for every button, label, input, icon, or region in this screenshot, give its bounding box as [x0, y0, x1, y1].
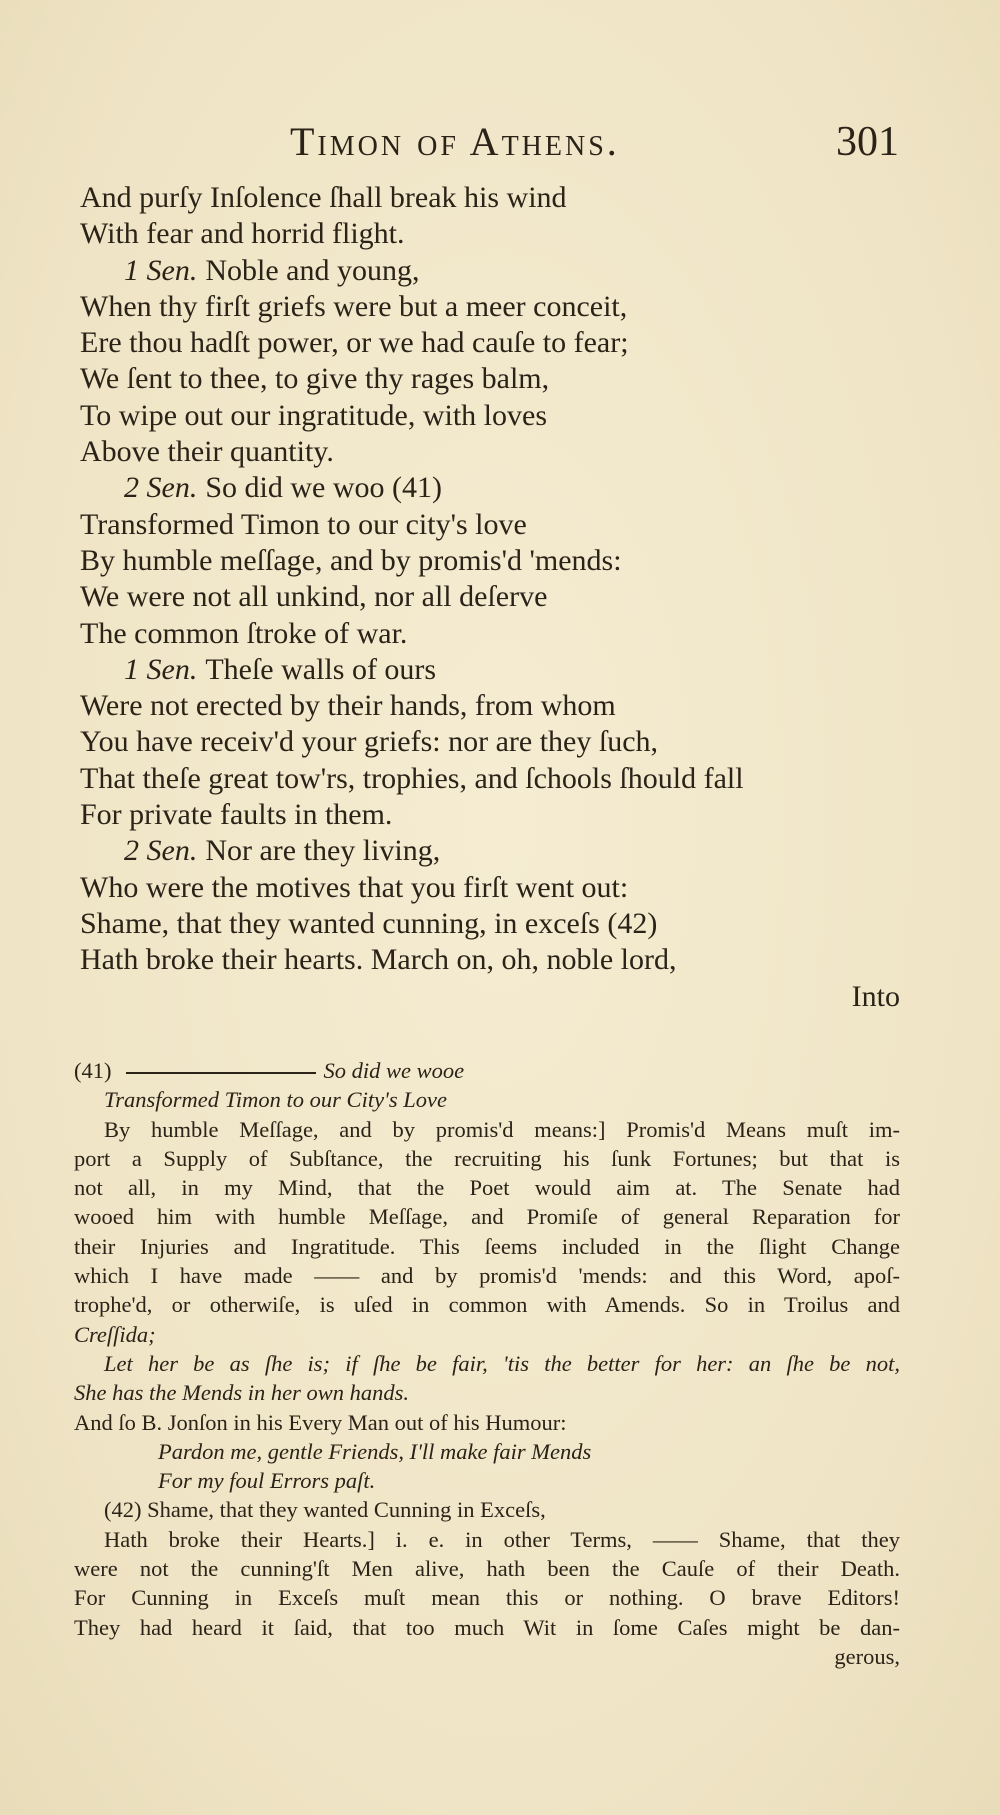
verse-text	[80, 180, 920, 1015]
verse-line: Who were the motives that you firſt went out:	[80, 870, 629, 904]
footnote-line: Pardon me, gentle Friends, I'll make fair Mends	[158, 1438, 592, 1464]
footnote-line: port a Supply of Subſtance, the recruiting his ſunk Fortunes; but that is	[74, 1145, 900, 1171]
speaker-label: 2 Sen.	[124, 471, 198, 505]
footnote-line: their Injuries and Ingratitude. This ſeems included in the ſlight Change	[74, 1233, 900, 1259]
verse-line: For private faults in them.	[80, 798, 393, 832]
verse-line: By humble meſſage, and by promis'd 'mends:	[80, 543, 622, 577]
footnote-line: For Cunning in Exceſs muſt mean this or nothing. O brave Editors!	[74, 1585, 900, 1611]
footnote-line: (42) Shame, that they wanted Cunning in Exceſs,	[104, 1497, 546, 1523]
verse-line: That theſe great tow'rs, trophies, and ſchools ſhould fall	[80, 761, 744, 795]
verse-line: With fear and horrid flight.	[80, 217, 405, 251]
speaker-label: 1 Sen.	[124, 253, 198, 287]
footnote-line: (41) So did we wooe	[74, 1058, 465, 1083]
verse-line: When thy firſt griefs were but a meer conceit,	[80, 289, 628, 323]
footnote-line: were not the cunning'ſt Men alive, hath been the Cauſe of their Death.	[74, 1556, 900, 1582]
footnote-line: Creſſida;	[74, 1321, 156, 1347]
footnote-line: which I have made —— and by promis'd 'mends: and this Word, apoſ-	[74, 1263, 900, 1289]
footnote-line: trophe'd, or otherwiſe, is uſed in common with Amends. So in Troilus and	[74, 1292, 900, 1318]
verse-line: The common ſtroke of war.	[80, 616, 408, 650]
footnote-line: She has the Mends in her own hands.	[74, 1380, 409, 1406]
speaker-label: 2 Sen.	[124, 834, 198, 868]
footnote-line: wooed him with humble Meſſage, and Promiſe of general Reparation for	[74, 1204, 900, 1230]
speaker-label: 1 Sen.	[124, 652, 198, 686]
page-header	[0, 118, 1000, 178]
verse-line: Above their quantity.	[80, 435, 334, 469]
verse-line: Were not erected by their hands, from whom	[80, 689, 616, 723]
verse-line: We were not all unkind, nor all deſerve	[80, 580, 548, 614]
footnote-line: Let her be as ſhe is; if ſhe be fair, 'tis the better for her: an ſhe be not,	[104, 1350, 900, 1376]
footnote-line: And ſo B. Jonſon in his Every Man out of his Humour:	[74, 1409, 567, 1435]
verse-line: 1 Sen. Noble and young,	[124, 253, 420, 287]
footnotes	[74, 1056, 900, 1671]
verse-line: Transformed Timon to our city's love	[80, 507, 527, 541]
page-number: 301	[836, 119, 899, 165]
verse-line: You have receiv'd your griefs: nor are they ſuch,	[80, 725, 659, 759]
footnote-line: They had heard it ſaid, that too much Wit in ſome Caſes might be dan-	[74, 1614, 900, 1640]
footnote-line: By humble Meſſage, and by promis'd means:] Promis'd Means muſt im-	[104, 1116, 900, 1142]
footnote-line: Hath broke their Hearts.] i. e. in other Terms, —— Shame, that they	[104, 1526, 900, 1552]
running-title: Timon of Athens.	[290, 119, 620, 164]
footnote-line: gerous,	[834, 1643, 900, 1669]
footnote-line: not all, in my Mind, that the Poet would aim at. The Senate had	[74, 1175, 900, 1201]
verse-line: 2 Sen. Nor are they living,	[124, 834, 441, 868]
verse-line: Shame, that they wanted cunning, in exceſs (42)	[80, 906, 658, 940]
verse-line: And purſy Inſolence ſhall break his wind	[80, 181, 567, 214]
catchword: Into	[851, 979, 900, 1013]
verse-line: We ſent to thee, to give thy rages balm,	[80, 362, 550, 396]
verse-line: To wipe out our ingratitude, with loves	[80, 398, 547, 432]
rule-dash	[126, 1072, 316, 1074]
verse-line: Hath broke their hearts. March on, oh, noble lord,	[80, 943, 677, 977]
verse-line: Ere thou hadſt power, or we had cauſe to fear;	[80, 326, 629, 360]
footnote-line: For my foul Errors paſt.	[158, 1468, 376, 1494]
verse-line: 1 Sen. Theſe walls of ours	[124, 652, 437, 686]
verse-line: 2 Sen. So did we woo (41)	[124, 471, 442, 505]
footnote-marker: (41)	[74, 1058, 112, 1083]
footnote-line: Transformed Timon to our City's Love	[104, 1087, 447, 1113]
